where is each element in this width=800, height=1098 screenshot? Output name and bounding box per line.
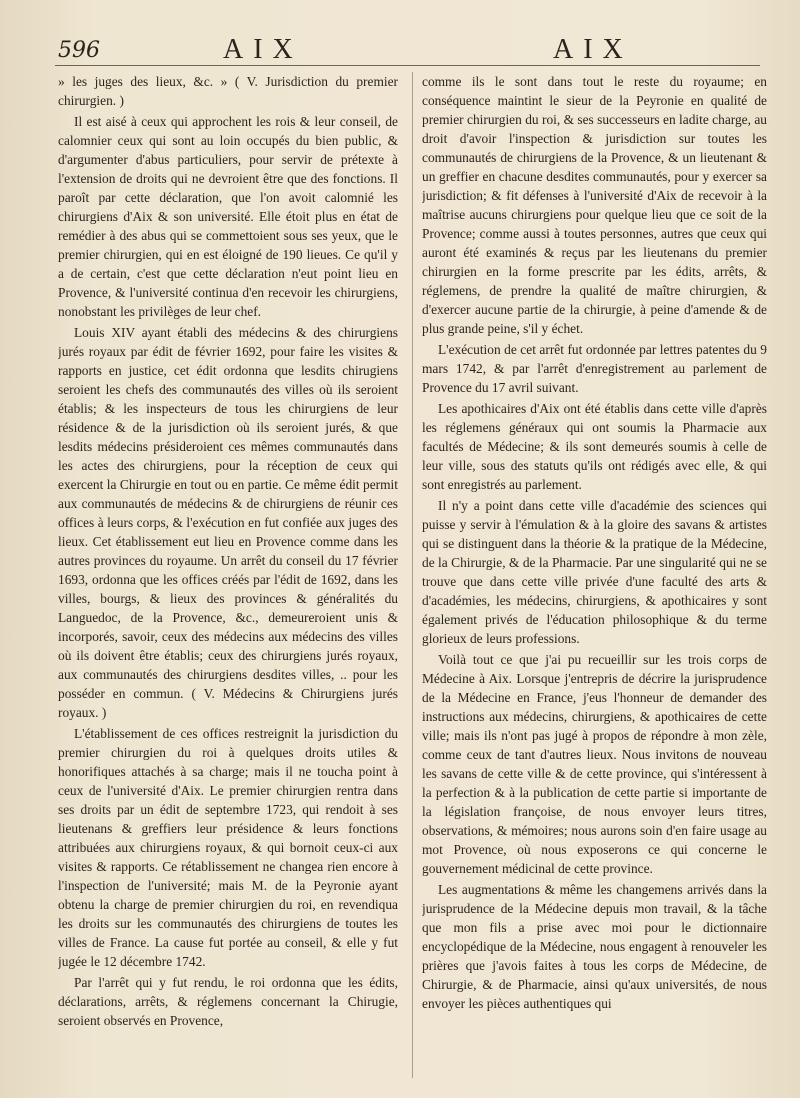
paragraph: Il n'y a point dans cette ville d'académie des sciences qui puisse y servir à l'émulation & à la gloire des savans & artistes qui se distinguent dans la théorie & la pratique de la Médecine, de la Chirurgie, & de la Pharmacie. Par une singularité qui ne se trouve que dans cette ville privée d'une faculté des arts & d'académies, les médecins, chirurgiens, & apothicaires y sont également privés de l'éducation philosophique & du terme glorieux de leurs professions. — [422, 498, 767, 646]
right-column — [422, 72, 767, 1078]
paragraph: Par l'arrêt qui y fut rendu, le roi ordonna que les édits, déclarations, arrêts, & réglemens concernant la Chirugie, seroient observés en Provence, — [58, 975, 398, 1028]
running-head-left: AIX — [223, 34, 303, 65]
paragraph: Voilà tout ce que j'ai pu recueillir sur les trois corps de Médecine à Aix. Lorsque j'entrepris de décrire la jurisprudence de la Médecine en France, j'eus l'honneur de demander des instructions aux médecins, chirurgiens, & apothicaires de cette ville; mais ils n'ont pas jugé à propos de répondre à mon zèle, comme ceux de tant d'autres lieux. Nous invitons de nouveau les savans de cette ville & de cette province, qui s'intéressent à la perfection & à la publication de cette partie si importante de la législation françoise, de nous envoyer leurs titres, observations, & mémoires; nous aurons soin d'en faire usage au mot Provence, où nous exposerons ce qui concerne le gouvernement médicinal de cette province. — [422, 652, 767, 876]
page-header — [58, 30, 760, 70]
paragraph: Les apothicaires d'Aix ont été établis dans cette ville d'après les réglemens généraux qui ont soumis la Pharmacie aux facultés de Médecine; & ils sont demeurés soumis à celle de leur ville, sous des statuts qu'ils ont rédigés avec elle, & qui sont enregistrés au parlement. — [422, 401, 767, 492]
header-rule — [55, 65, 760, 66]
paragraph: L'exécution de cet arrêt fut ordonnée par lettres patentes du 9 mars 1742, & par l'arrêt d'enregistrement au parlement de Provence du 17 avril suivant. — [422, 342, 767, 395]
paragraph: » les juges des lieux, &c. » ( V. Jurisdiction du premier chirurgien. ) — [58, 74, 398, 108]
paragraph: comme ils le sont dans tout le reste du royaume; en conséquence maintint le sieur de la Peyronie en qualité de premier chirurgien du roi, & ses successeurs en ladite charge, au droit d'avoir l'inspection & jurisdiction sur toutes les communautés de chirurgiens de la Provence, & un lieutenant & un greffier en chacune desdites communautés, pour y exercer sa jurisdiction; & fit défenses à l'université d'Aix de recevoir à la maîtrise aucuns chirurgiens pour quelque lieu que ce soit de la Provence; comme aussi à toutes personnes, autres que ceux qui auront été examinés & reçus par les lieutenans du premier chirurgien en la forme prescrite par les édits, arrêts, & réglemens, de prendre la qualité de maître chirurgien, & d'exercer aucune partie de la chirurgie, à peine d'amende & de plus grande peine, s'il y échet. — [422, 74, 767, 336]
paragraph: Il est aisé à ceux qui approchent les rois & leur conseil, de calomnier ceux qui sont au loin occupés du bien public, & d'argumenter d'abus particuliers, pour servir de prétexte à l'extension de droits qui ne devroient être que des fonctions. Il paroît par cette déclaration, que l'on avoit calomnié les chirurgiens d'Aix & son université. Elle étoit plus en état de remédier à des abus qui se commettoient sous ses yeux, que le premier chirurgien, qui en est éloigné de 190 lieues. Ce qu'il y a de certain, c'est que cette déclaration n'eut point lieu en Provence, & l'université continua d'en recevoir les chirurgiens, nonobstant les privilèges de leur chef. — [58, 114, 398, 319]
paragraph: Louis XIV ayant établi des médecins & des chirurgiens jurés royaux par édit de février 1692, pour faire les visites & rapports en justice, cet édit ordonna que lesdits chirugiens seroient les chefs des communautés des villes où ils seroient établis; & les inspecteurs de tous les chirurgiens de leur résidence & de la jurisdiction où ils seroient jurés, & que lesdits médecins présideroient ces mêmes communautés dans les actes des chirurgiens, pour la réception de ceux qui exercent la Chirurgie en tout ou en partie. Ce même édit permit aux communautés de médecins & de chirurgiens de réunir ces offices à leurs corps, & l'exécution en fut confiée aux juges des lieux. Cet établissement eut lieu en Provence comme dans les autres provinces du royaume. Un arrêt du conseil du 17 février 1693, ordonna que les offices créés par l'édit de 1692, dans les villes, bourgs, & lieux des provinces & généralités du Languedoc, de la Provence, &c., demeureroient unis & incorporés, savoir, ceux des médecins aux médecins des villes où ils doivent être établis; ceux des chirurgiens jurés royaux, aux communautés des chirurgiens desdites villes, .. pour les posséder en commun. ( V. Médecins & Chirurgiens jurés royaux. ) — [58, 325, 398, 720]
column-divider — [412, 72, 413, 1078]
left-column — [58, 72, 398, 1078]
paragraph: Les augmentations & même les changemens arrivés dans la jurisprudence de la Médecine depuis mon travail, & la tâche que mon fils a prise avec moi pour le dictionnaire encyclopédique de la Médecine, nous engagent à renouveler les prières que j'avois faites à tous les corps de Médecine, de Chirurgie, & de Pharmacie, ainsi qu'aux universités, de nous envoyer les pièces authentiques qui — [422, 882, 767, 1011]
page-number: 596 — [58, 38, 100, 63]
running-head-right: AIX — [553, 34, 633, 65]
paragraph: L'établissement de ces offices restreignit la jurisdiction du premier chirurgien du roi à quelques droits utiles & honorifiques attachés à sa charge; mais il ne toucha point à ceux de l'université d'Aix. Le premier chirurgien rentra dans ses droits par un édit de septembre 1723, qui rendoit à ses lieutenans & greffiers leur présidence & leurs fonctions attribuées aux chirurgiens royaux, & qui bornoit ceux-ci aux visites & rapports. Ce rétablissement ne changea rien encore à l'inspection de l'université; mais M. de la Peyronie ayant obtenu la charge de premier chirurgien du roi, en revendiqua les droits sur les communautés des chirurgiens de toutes les villes de France. La cause fut portée au conseil, & elle y fut jugée le 12 décembre 1742. — [58, 726, 398, 969]
